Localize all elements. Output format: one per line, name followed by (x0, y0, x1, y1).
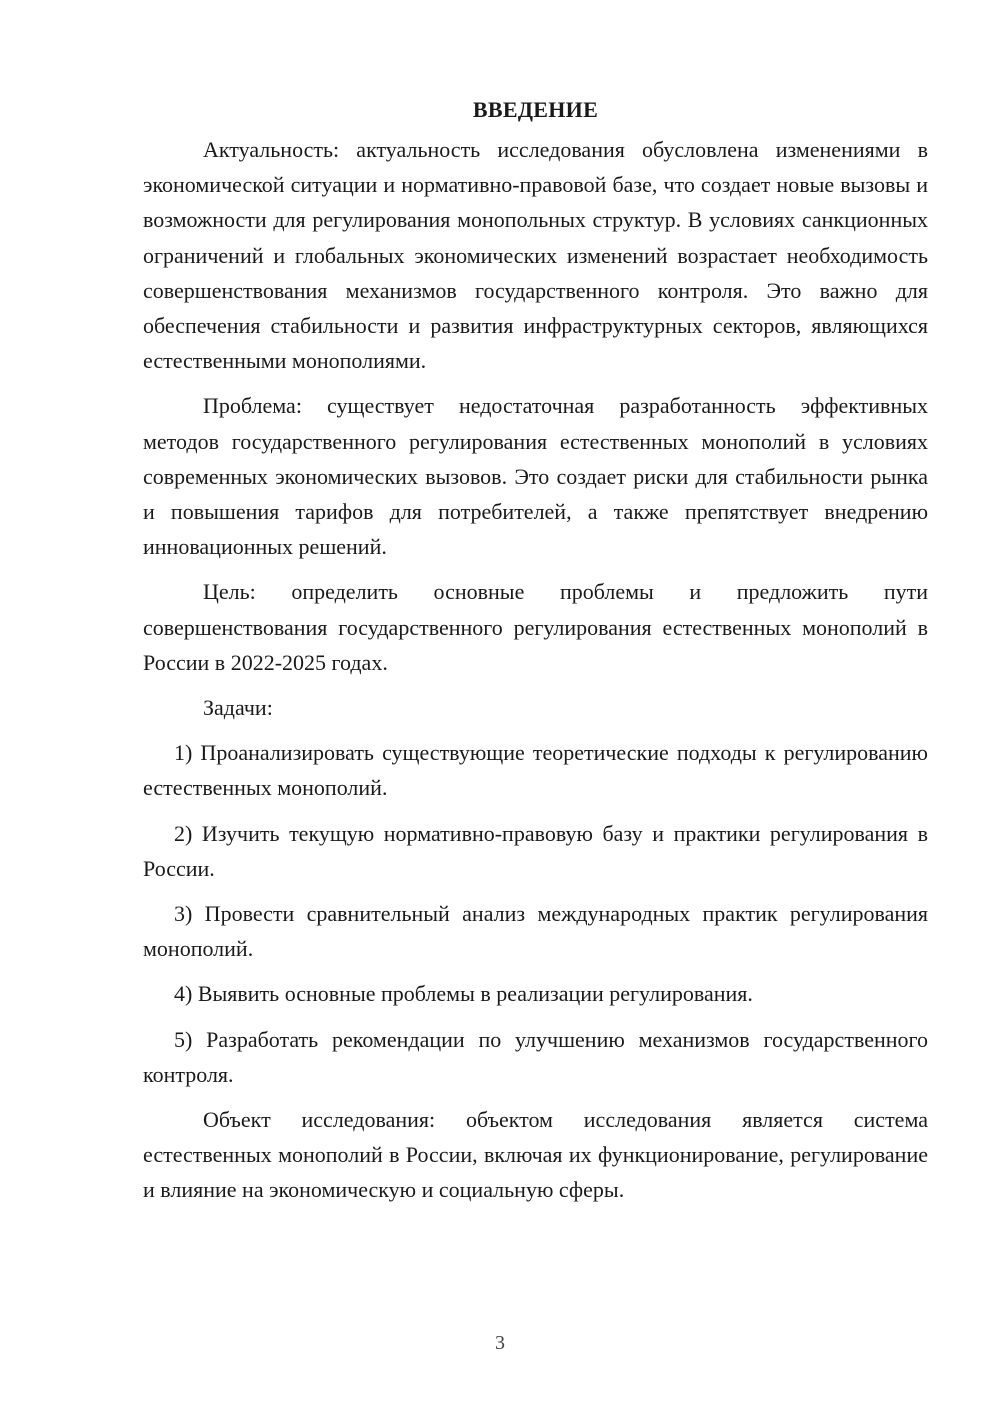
list-item: 4) Выявить основные проблемы в реализации регулирования. (174, 981, 753, 1007)
problem-paragraph: Проблема: существует недостаточная разработанность эффективных методов государственного регулирования естественных монополий в условиях современных экономических вызовов. Это создает риски для стабильности рынка и повышения тарифов для потребителей, а также препятствует внедрению инновационных решений. (143, 393, 928, 560)
goal-paragraph: Цель: определить основные проблемы и предложить пути совершенствования государственного регулирования естественных монополий в России в 2022-2025 годах. (143, 579, 928, 675)
page-number: 3 (495, 1332, 505, 1354)
document-page (143, 88, 928, 1208)
list-item: 1) Проанализировать существующие теоретические подходы к регулированию естественных монополий. (143, 740, 928, 801)
list-item: 2) Изучить текущую нормативно-правовую базу и практики регулирования в России. (143, 820, 928, 881)
list-item: 3) Провести сравнительный анализ международных практик регулирования монополий. (143, 901, 928, 962)
section-title: ВВЕДЕНИЕ (472, 97, 599, 122)
tasks-list (143, 735, 928, 1092)
tasks-heading: Задачи: (203, 695, 273, 721)
list-item: 5) Разработать рекомендации по улучшению механизмов государственного контроля. (143, 1026, 928, 1087)
relevance-paragraph: Актуальность: актуальность исследования обусловлена изменениями в экономической ситуации и нормативно-правовой базе, что создает новые вызовы и возможности для регулирования монопольных структур. В условиях санкционных ограничений и глобальных экономических изменений возрастает необходимость совершенствования механизмов государственного контроля. Это важно для обеспечения стабильности и развития инфраструктурных секторов, являющихся естественными монополиями. (143, 137, 928, 374)
object-paragraph: Объект исследования: объектом исследования является система естественных монополий в России, включая их функционирование, регулирование и влияние на экономическую и социальную сферы. (143, 1107, 928, 1203)
